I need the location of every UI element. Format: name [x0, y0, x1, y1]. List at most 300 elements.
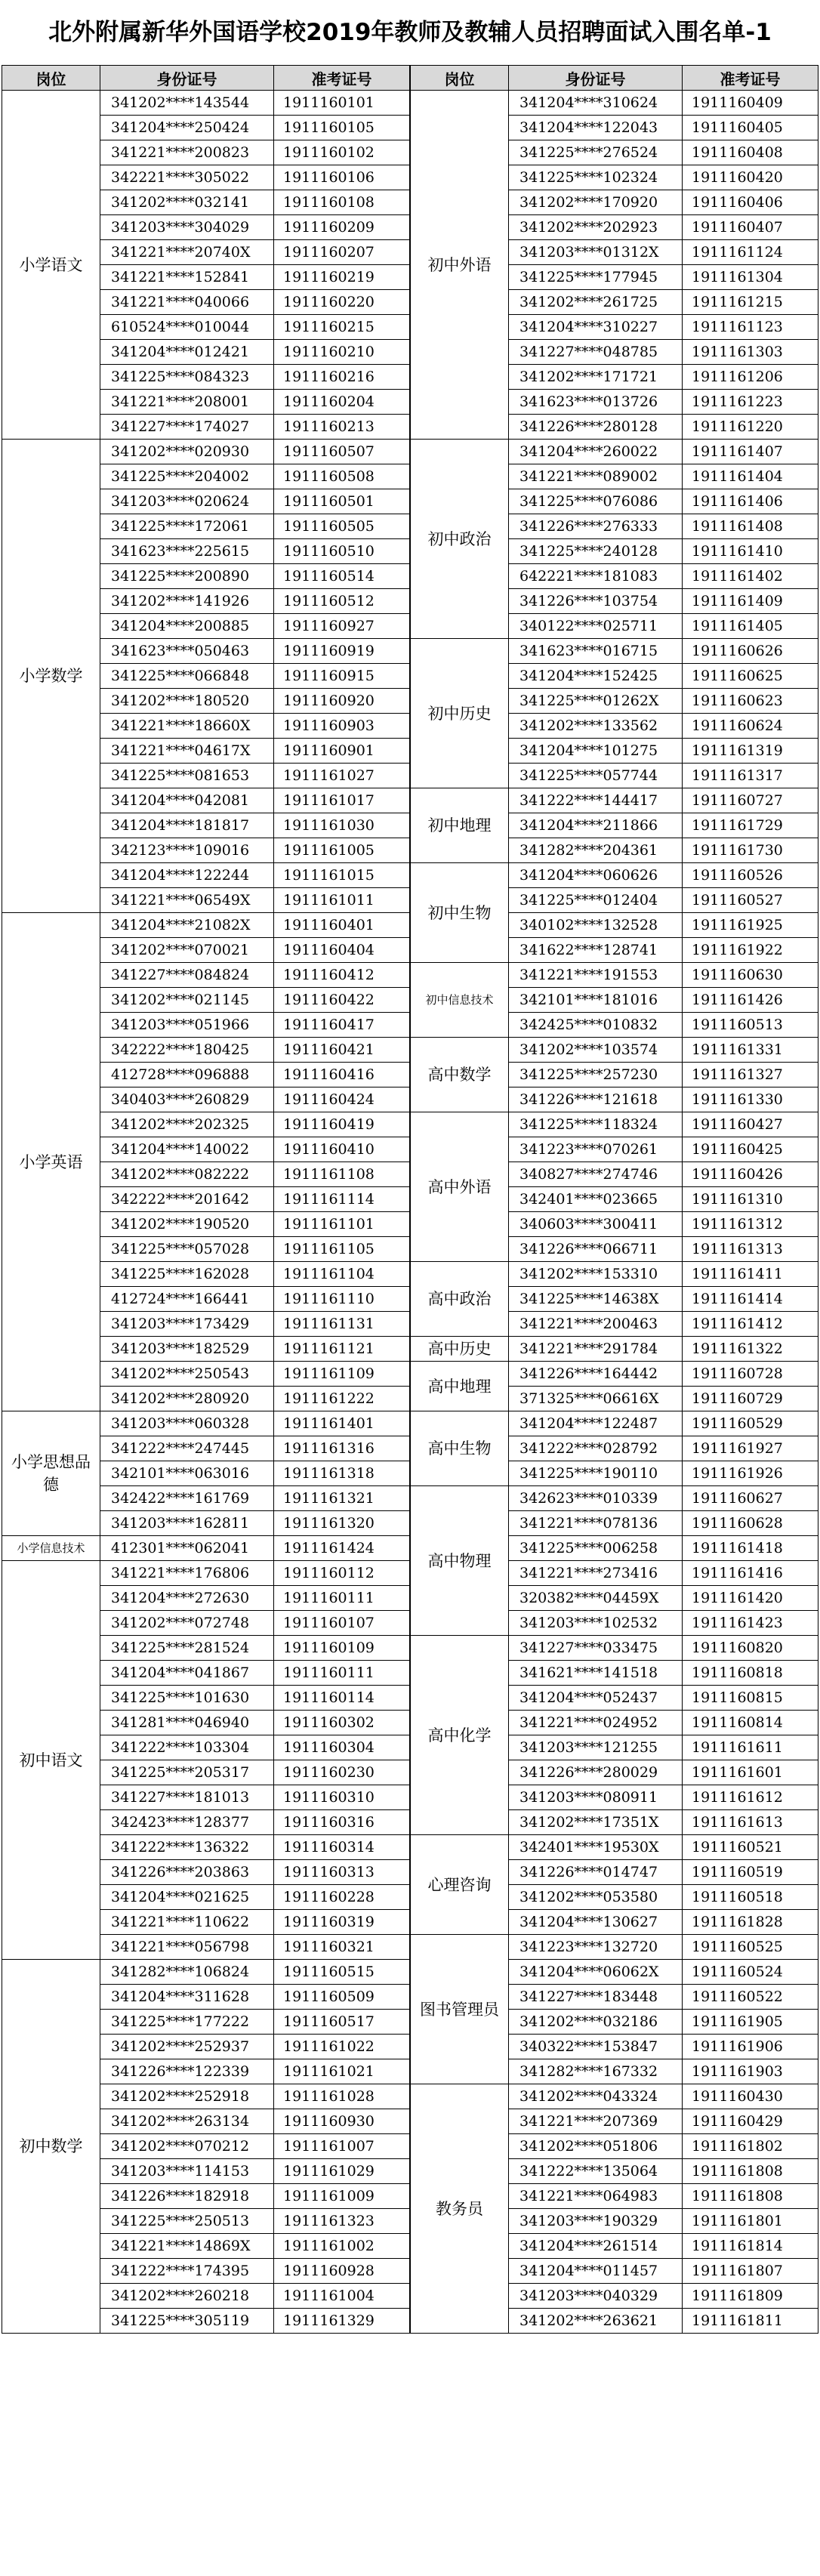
- id-number-cell: 341226****203863: [100, 1860, 274, 1885]
- position-cell: 高中化学: [411, 1636, 509, 1835]
- id-number-cell: 340122****025711: [509, 614, 683, 639]
- id-number-cell: 341222****136322: [100, 1835, 274, 1860]
- exam-number-cell: 1911160522: [683, 1985, 818, 2010]
- exam-number-cell: 1911161424: [274, 1536, 410, 1561]
- id-number-cell: 341225****200890: [100, 564, 274, 589]
- exam-number-cell: 1911160302: [274, 1711, 410, 1735]
- id-number-cell: 341202****153310: [509, 1262, 683, 1287]
- exam-number-cell: 1911160101: [274, 91, 410, 116]
- exam-number-cell: 1911161124: [683, 240, 818, 265]
- id-number-cell: 341623****050463: [100, 639, 274, 664]
- id-number-cell: 341204****260022: [509, 440, 683, 464]
- table-row: [411, 2084, 818, 2109]
- exam-number-cell: 1911161322: [683, 1337, 818, 1362]
- exam-number-cell: 1911160316: [274, 1810, 410, 1835]
- table-row: [411, 1262, 818, 1287]
- id-number-cell: 341281****046940: [100, 1711, 274, 1735]
- id-number-cell: 342425****010832: [509, 1013, 683, 1038]
- table-row: [411, 1362, 818, 1387]
- id-number-cell: 341202****170920: [509, 190, 683, 215]
- position-cell: 图书管理员: [411, 1935, 509, 2084]
- exam-number-cell: 1911160410: [274, 1137, 410, 1162]
- exam-number-cell: 1911160430: [683, 2084, 818, 2109]
- exam-number-cell: 1911160319: [274, 1910, 410, 1935]
- id-number-cell: 341623****013726: [509, 390, 683, 415]
- exam-number-cell: 1911161407: [683, 440, 818, 464]
- exam-number-cell: 1911160727: [683, 788, 818, 813]
- exam-number-cell: 1911160404: [274, 938, 410, 963]
- id-number-cell: 341222****135064: [509, 2159, 683, 2184]
- exam-number-cell: 1911161109: [274, 1362, 410, 1387]
- exam-number-cell: 1911160107: [274, 1611, 410, 1636]
- id-number-cell: 341204****012421: [100, 340, 274, 365]
- id-number-cell: 341226****280029: [509, 1760, 683, 1785]
- position-cell: 初中数学: [2, 1960, 100, 2334]
- id-number-cell: 412301****062041: [100, 1536, 274, 1561]
- id-number-cell: 341225****01262X: [509, 689, 683, 714]
- exam-number-cell: 1911160814: [683, 1711, 818, 1735]
- exam-number-cell: 1911160729: [683, 1387, 818, 1411]
- id-number-cell: 341221****191553: [509, 963, 683, 988]
- exam-number-cell: 1911161802: [683, 2134, 818, 2159]
- id-number-cell: 341226****182918: [100, 2184, 274, 2209]
- id-number-cell: 371325****06616X: [509, 1387, 683, 1411]
- exam-number-cell: 1911161423: [683, 1611, 818, 1636]
- exam-number-cell: 1911160927: [274, 614, 410, 639]
- exam-number-cell: 1911160310: [274, 1785, 410, 1810]
- exam-number-cell: 1911160901: [274, 739, 410, 764]
- exam-number-cell: 1911160507: [274, 440, 410, 464]
- id-number-cell: 341203****190329: [509, 2209, 683, 2234]
- exam-number-cell: 1911161808: [683, 2159, 818, 2184]
- exam-number-cell: 1911160728: [683, 1362, 818, 1387]
- id-number-cell: 341225****012404: [509, 888, 683, 913]
- exam-number-cell: 1911160207: [274, 240, 410, 265]
- exam-number-cell: 1911160313: [274, 1860, 410, 1885]
- id-number-cell: 341225****057028: [100, 1237, 274, 1262]
- exam-number-cell: 1911160903: [274, 714, 410, 739]
- id-number-cell: 341221****078136: [509, 1511, 683, 1536]
- position-cell: 心理咨询: [411, 1835, 509, 1935]
- exam-number-cell: 1911160628: [683, 1511, 818, 1536]
- exam-number-cell: 1911160111: [274, 1586, 410, 1611]
- exam-number-cell: 1911160228: [274, 1885, 410, 1910]
- exam-number-cell: 1911161220: [683, 415, 818, 440]
- id-number-cell: 341226****280128: [509, 415, 683, 440]
- id-number-cell: 341225****177222: [100, 2010, 274, 2035]
- id-number-cell: 341203****020624: [100, 489, 274, 514]
- exam-number-cell: 1911160512: [274, 589, 410, 614]
- exam-number-cell: 1911161401: [274, 1411, 410, 1436]
- exam-number-cell: 1911161416: [683, 1561, 818, 1586]
- exam-number-cell: 1911160526: [683, 863, 818, 888]
- exam-number-cell: 1911161101: [274, 1212, 410, 1237]
- exam-number-cell: 1911161410: [683, 539, 818, 564]
- exam-number-cell: 1911161022: [274, 2035, 410, 2059]
- id-number-cell: 341202****103574: [509, 1038, 683, 1063]
- exam-number-cell: 1911161108: [274, 1162, 410, 1187]
- id-number-cell: 341282****167332: [509, 2059, 683, 2084]
- exam-number-cell: 1911160529: [683, 1411, 818, 1436]
- exam-number-cell: 1911161015: [274, 863, 410, 888]
- exam-number-cell: 1911161320: [274, 1511, 410, 1536]
- id-number-cell: 341204****211866: [509, 813, 683, 838]
- id-number-cell: 341621****141518: [509, 1661, 683, 1686]
- exam-number-cell: 1911161807: [683, 2259, 818, 2284]
- id-number-cell: 342222****201642: [100, 1187, 274, 1212]
- exam-number-cell: 1911160527: [683, 888, 818, 913]
- id-number-cell: 341204****021625: [100, 1885, 274, 1910]
- id-number-cell: 341202****263621: [509, 2309, 683, 2334]
- id-number-cell: 341223****070261: [509, 1137, 683, 1162]
- id-number-cell: 341203****051966: [100, 1013, 274, 1038]
- exam-number-cell: 1911161402: [683, 564, 818, 589]
- id-number-cell: 341203****114153: [100, 2159, 274, 2184]
- exam-number-cell: 1911161323: [274, 2209, 410, 2234]
- id-number-cell: 341204****261514: [509, 2234, 683, 2259]
- exam-number-cell: 1911160427: [683, 1112, 818, 1137]
- id-number-cell: 341225****281524: [100, 1636, 274, 1661]
- exam-number-cell: 1911161601: [683, 1760, 818, 1785]
- exam-number-cell: 1911160405: [683, 116, 818, 140]
- exam-number-cell: 1911160930: [274, 2109, 410, 2134]
- table-row: [411, 1835, 818, 1860]
- id-number-cell: 341202****17351X: [509, 1810, 683, 1835]
- exam-number-cell: 1911161007: [274, 2134, 410, 2159]
- column-header-exam-number: 准考证号: [683, 66, 818, 91]
- exam-number-cell: 1911161303: [683, 340, 818, 365]
- id-number-cell: 341221****20740X: [100, 240, 274, 265]
- id-number-cell: 341204****21082X: [100, 913, 274, 938]
- exam-number-cell: 1911160108: [274, 190, 410, 215]
- table-row: [2, 913, 410, 938]
- id-number-cell: 341226****122339: [100, 2059, 274, 2084]
- id-number-cell: 341202****133562: [509, 714, 683, 739]
- exam-number-cell: 1911160422: [274, 988, 410, 1013]
- id-number-cell: 341204****122487: [509, 1411, 683, 1436]
- exam-number-cell: 1911161405: [683, 614, 818, 639]
- exam-number-cell: 1911161009: [274, 2184, 410, 2209]
- position-cell: 高中外语: [411, 1112, 509, 1262]
- id-number-cell: 341221****040066: [100, 290, 274, 315]
- exam-number-cell: 1911160114: [274, 1686, 410, 1711]
- exam-number-cell: 1911160928: [274, 2259, 410, 2284]
- exam-number-cell: 1911161222: [274, 1387, 410, 1411]
- table-row: [2, 1561, 410, 1586]
- exam-number-cell: 1911161312: [683, 1212, 818, 1237]
- column-header-exam-number: 准考证号: [274, 66, 410, 91]
- exam-number-cell: 1911160215: [274, 315, 410, 340]
- id-number-cell: 341227****084824: [100, 963, 274, 988]
- exam-number-cell: 1911160626: [683, 639, 818, 664]
- exam-number-cell: 1911161420: [683, 1586, 818, 1611]
- id-number-cell: 341203****060328: [100, 1411, 274, 1436]
- table-row: [2, 91, 410, 116]
- id-number-cell: 341202****051806: [509, 2134, 683, 2159]
- position-cell: 初中政治: [411, 440, 509, 639]
- exam-number-cell: 1911160109: [274, 1636, 410, 1661]
- table-row: [411, 1935, 818, 1960]
- position-cell: 小学英语: [2, 913, 100, 1411]
- exam-number-cell: 1911160204: [274, 390, 410, 415]
- id-number-cell: 341202****180520: [100, 689, 274, 714]
- exam-number-cell: 1911161811: [683, 2309, 818, 2334]
- table-row: [411, 1112, 818, 1137]
- id-number-cell: 341204****140022: [100, 1137, 274, 1162]
- exam-number-cell: 1911160209: [274, 215, 410, 240]
- exam-number-cell: 1911160501: [274, 489, 410, 514]
- exam-number-cell: 1911160510: [274, 539, 410, 564]
- exam-number-cell: 1911161105: [274, 1237, 410, 1262]
- id-number-cell: 341225****162028: [100, 1262, 274, 1287]
- id-number-cell: 341202****082222: [100, 1162, 274, 1187]
- id-number-cell: 341221****18660X: [100, 714, 274, 739]
- exam-number-cell: 1911161215: [683, 290, 818, 315]
- id-number-cell: 320382****04459X: [509, 1586, 683, 1611]
- exam-number-cell: 1911161027: [274, 764, 410, 788]
- exam-number-cell: 1911161418: [683, 1536, 818, 1561]
- exam-number-cell: 1911161330: [683, 1087, 818, 1112]
- id-number-cell: 341225****14638X: [509, 1287, 683, 1312]
- exam-number-cell: 1911160815: [683, 1686, 818, 1711]
- exam-number-cell: 1911161104: [274, 1262, 410, 1287]
- exam-number-cell: 1911161318: [274, 1461, 410, 1486]
- exam-number-cell: 1911160425: [683, 1137, 818, 1162]
- id-number-cell: 341225****204002: [100, 464, 274, 489]
- id-number-cell: 341204****011457: [509, 2259, 683, 2284]
- exam-number-cell: 1911161927: [683, 1436, 818, 1461]
- exam-number-cell: 1911160627: [683, 1486, 818, 1511]
- exam-number-cell: 1911161905: [683, 2010, 818, 2035]
- exam-number-cell: 1911161304: [683, 265, 818, 290]
- id-number-cell: 342401****023665: [509, 1187, 683, 1212]
- position-cell: 初中外语: [411, 91, 509, 440]
- id-number-cell: 341203****173429: [100, 1312, 274, 1337]
- exam-number-cell: 1911161121: [274, 1337, 410, 1362]
- id-number-cell: 341203****121255: [509, 1735, 683, 1760]
- exam-number-cell: 1911160820: [683, 1636, 818, 1661]
- exam-number-cell: 1911161114: [274, 1187, 410, 1212]
- exam-number-cell: 1911161406: [683, 489, 818, 514]
- id-number-cell: 341202****072748: [100, 1611, 274, 1636]
- id-number-cell: 341225****076086: [509, 489, 683, 514]
- id-number-cell: 340102****132528: [509, 913, 683, 938]
- id-number-cell: 341223****132720: [509, 1935, 683, 1960]
- position-cell: 教务员: [411, 2084, 509, 2334]
- table-row: [411, 1636, 818, 1661]
- exam-number-cell: 1911161611: [683, 1735, 818, 1760]
- exam-number-cell: 1911160505: [274, 514, 410, 539]
- exam-number-cell: 1911161331: [683, 1038, 818, 1063]
- table-row: [411, 91, 818, 116]
- id-number-cell: 341204****060626: [509, 863, 683, 888]
- position-cell: 初中生物: [411, 863, 509, 963]
- exam-number-cell: 1911160412: [274, 963, 410, 988]
- id-number-cell: 642221****181083: [509, 564, 683, 589]
- id-number-cell: 341204****122043: [509, 116, 683, 140]
- id-number-cell: 341221****06549X: [100, 888, 274, 913]
- id-number-cell: 341225****190110: [509, 1461, 683, 1486]
- position-cell: 高中政治: [411, 1262, 509, 1337]
- id-number-cell: 340322****153847: [509, 2035, 683, 2059]
- id-number-cell: 341226****121618: [509, 1087, 683, 1112]
- exam-number-cell: 1911161310: [683, 1187, 818, 1212]
- id-number-cell: 341226****066711: [509, 1237, 683, 1262]
- exam-number-cell: 1911161317: [683, 764, 818, 788]
- exam-number-cell: 1911160230: [274, 1760, 410, 1785]
- id-number-cell: 341225****084323: [100, 365, 274, 390]
- id-number-cell: 341202****202923: [509, 215, 683, 240]
- exam-number-cell: 1911161809: [683, 2284, 818, 2309]
- id-number-cell: 341204****041867: [100, 1661, 274, 1686]
- exam-number-cell: 1911160421: [274, 1038, 410, 1063]
- id-number-cell: 341204****052437: [509, 1686, 683, 1711]
- exam-number-cell: 1911160630: [683, 963, 818, 988]
- id-number-cell: 341203****182529: [100, 1337, 274, 1362]
- exam-number-cell: 1911161411: [683, 1262, 818, 1287]
- page-title: 北外附属新华外国语学校2019年教师及教辅人员招聘面试入围名单-1: [48, 19, 772, 46]
- id-number-cell: 341222****247445: [100, 1436, 274, 1461]
- id-number-cell: 342123****109016: [100, 838, 274, 863]
- exam-number-cell: 1911161319: [683, 739, 818, 764]
- table-row: [411, 863, 818, 888]
- exam-number-cell: 1911160426: [683, 1162, 818, 1187]
- exam-number-cell: 1911160818: [683, 1661, 818, 1686]
- position-cell: 初中历史: [411, 639, 509, 788]
- exam-number-cell: 1911160417: [274, 1013, 410, 1038]
- id-number-cell: 341227****048785: [509, 340, 683, 365]
- table-row: [411, 1486, 818, 1511]
- exam-number-cell: 1911161327: [683, 1063, 818, 1087]
- id-number-cell: 341203****304029: [100, 215, 274, 240]
- table-row: [2, 440, 410, 464]
- id-number-cell: 341227****033475: [509, 1636, 683, 1661]
- column-header-id: 身份证号: [100, 66, 274, 91]
- id-number-cell: 341202****032141: [100, 190, 274, 215]
- exam-number-cell: 1911160514: [274, 564, 410, 589]
- id-number-cell: 341202****250543: [100, 1362, 274, 1387]
- position-cell: 高中数学: [411, 1038, 509, 1112]
- id-number-cell: 340827****274746: [509, 1162, 683, 1187]
- id-number-cell: 341203****162811: [100, 1511, 274, 1536]
- id-number-cell: 341225****101630: [100, 1686, 274, 1711]
- exam-number-cell: 1911161612: [683, 1785, 818, 1810]
- id-number-cell: 341202****021145: [100, 988, 274, 1013]
- id-number-cell: 341221****152841: [100, 265, 274, 290]
- exam-number-cell: 1911161828: [683, 1910, 818, 1935]
- id-number-cell: 341202****261725: [509, 290, 683, 315]
- position-cell: 高中历史: [411, 1337, 509, 1362]
- exam-number-cell: 1911161730: [683, 838, 818, 863]
- id-number-cell: 341202****032186: [509, 2010, 683, 2035]
- id-number-cell: 341203****01312X: [509, 240, 683, 265]
- id-number-cell: 341204****181817: [100, 813, 274, 838]
- id-number-cell: 341225****240128: [509, 539, 683, 564]
- id-number-cell: 341204****130627: [509, 1910, 683, 1935]
- exam-number-cell: 1911160518: [683, 1885, 818, 1910]
- id-number-cell: 341204****152425: [509, 664, 683, 689]
- id-number-cell: 341221****056798: [100, 1935, 274, 1960]
- id-number-cell: 341622****128741: [509, 938, 683, 963]
- id-number-cell: 341623****016715: [509, 639, 683, 664]
- position-cell: 小学信息技术: [2, 1536, 100, 1561]
- id-number-cell: 341226****014747: [509, 1860, 683, 1885]
- id-number-cell: 341202****202325: [100, 1112, 274, 1137]
- id-number-cell: 341204****042081: [100, 788, 274, 813]
- id-number-cell: 341225****305119: [100, 2309, 274, 2334]
- exam-number-cell: 1911161131: [274, 1312, 410, 1337]
- exam-number-cell: 1911161729: [683, 813, 818, 838]
- id-number-cell: 340603****300411: [509, 1212, 683, 1237]
- exam-number-cell: 1911160429: [683, 2109, 818, 2134]
- id-number-cell: 412724****166441: [100, 1287, 274, 1312]
- exam-number-cell: 1911160517: [274, 2010, 410, 2035]
- table-row: [411, 440, 818, 464]
- id-number-cell: 342423****128377: [100, 1810, 274, 1835]
- exam-number-cell: 1911160524: [683, 1960, 818, 1985]
- exam-number-cell: 1911161925: [683, 913, 818, 938]
- exam-number-cell: 1911161029: [274, 2159, 410, 2184]
- id-number-cell: 341202****252937: [100, 2035, 274, 2059]
- exam-number-cell: 1911160623: [683, 689, 818, 714]
- id-number-cell: 341282****204361: [509, 838, 683, 863]
- table-row: [411, 1038, 818, 1063]
- id-number-cell: 341221****04617X: [100, 739, 274, 764]
- id-number-cell: 341204****200885: [100, 614, 274, 639]
- exam-number-cell: 1911160304: [274, 1735, 410, 1760]
- exam-number-cell: 1911160219: [274, 265, 410, 290]
- exam-number-cell: 1911161005: [274, 838, 410, 863]
- position-cell: 初中语文: [2, 1561, 100, 1960]
- id-number-cell: 342422****161769: [100, 1486, 274, 1511]
- exam-number-cell: 1911160521: [683, 1835, 818, 1860]
- id-number-cell: 341203****102532: [509, 1611, 683, 1636]
- exam-number-cell: 1911160408: [683, 140, 818, 165]
- exam-number-cell: 1911161004: [274, 2284, 410, 2309]
- id-number-cell: 342101****063016: [100, 1461, 274, 1486]
- position-cell: 初中信息技术: [411, 963, 509, 1038]
- id-number-cell: 341204****122244: [100, 863, 274, 888]
- exam-number-cell: 1911161409: [683, 589, 818, 614]
- id-number-cell: 341221****208001: [100, 390, 274, 415]
- exam-number-cell: 1911161814: [683, 2234, 818, 2259]
- exam-number-cell: 1911161223: [683, 390, 818, 415]
- exam-number-cell: 1911160513: [683, 1013, 818, 1038]
- id-number-cell: 341202****280920: [100, 1387, 274, 1411]
- exam-number-cell: 1911160220: [274, 290, 410, 315]
- exam-number-cell: 1911161028: [274, 2084, 410, 2109]
- exam-number-cell: 1911161021: [274, 2059, 410, 2084]
- id-number-cell: 341227****183448: [509, 1985, 683, 2010]
- id-number-cell: 341221****291784: [509, 1337, 683, 1362]
- id-number-cell: 341202****143544: [100, 91, 274, 116]
- exam-number-cell: 1911160407: [683, 215, 818, 240]
- id-number-cell: 341227****181013: [100, 1785, 274, 1810]
- table-row: [411, 963, 818, 988]
- exam-number-cell: 1911161017: [274, 788, 410, 813]
- column-header-position: 岗位: [2, 66, 100, 91]
- id-number-cell: 341202****053580: [509, 1885, 683, 1910]
- exam-number-cell: 1911160102: [274, 140, 410, 165]
- id-number-cell: 342222****180425: [100, 1038, 274, 1063]
- id-number-cell: 341225****057744: [509, 764, 683, 788]
- id-number-cell: 341225****276524: [509, 140, 683, 165]
- id-number-cell: 341204****272630: [100, 1586, 274, 1611]
- id-number-cell: 341202****260218: [100, 2284, 274, 2309]
- exam-number-cell: 1911161030: [274, 813, 410, 838]
- id-number-cell: 341222****103304: [100, 1735, 274, 1760]
- id-number-cell: 342623****010339: [509, 1486, 683, 1511]
